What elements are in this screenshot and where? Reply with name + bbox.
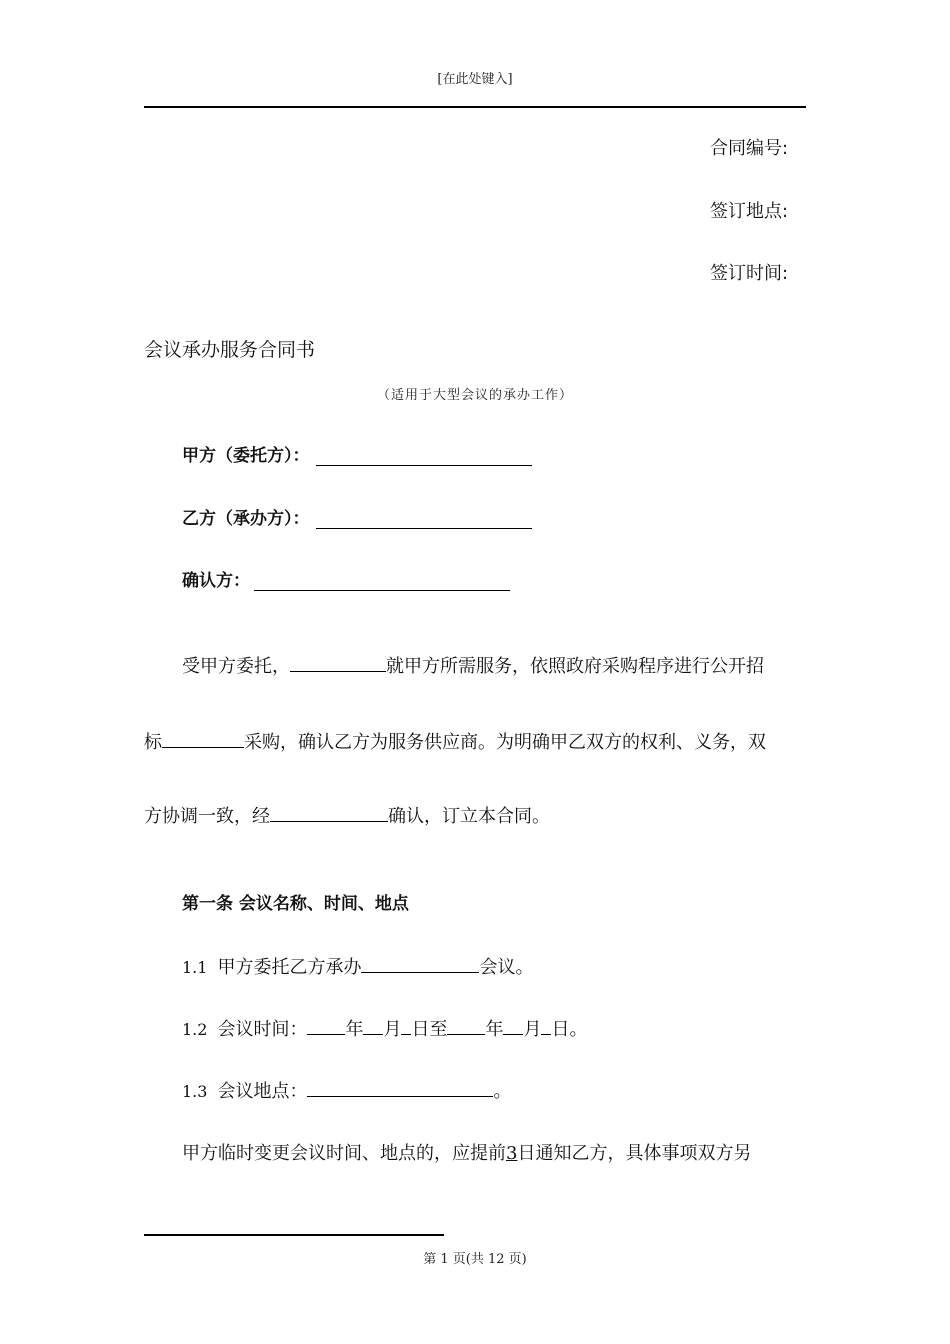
intro-text: 就甲方所需服务，依照政府采购程序进行公开招	[386, 656, 764, 677]
party-a-line	[182, 441, 532, 466]
clause-1-1	[182, 953, 533, 979]
intro-blank	[162, 729, 244, 748]
clause-text: 甲方临时变更会议时间、地点的，应提前	[182, 1143, 506, 1164]
venue-blank	[307, 1078, 493, 1097]
intro-text: 方协调一致，经	[144, 806, 270, 827]
clause-text: 。	[493, 1081, 512, 1102]
clause-text: 会议地点：	[217, 1081, 308, 1102]
party-b-blank	[316, 508, 532, 529]
intro-text: 确认，订立本合同。	[388, 806, 550, 827]
document-title: 会议承办服务合同书	[144, 339, 316, 361]
party-b-line	[182, 504, 532, 529]
clause-1-2	[182, 1015, 587, 1041]
header-rule	[144, 106, 806, 108]
page-footer: 第 1 页(共 12 页)	[423, 1252, 527, 1267]
article-1-heading: 第一条 会议名称、时间、地点	[182, 894, 409, 914]
clause-number: 1.2	[182, 1020, 208, 1039]
clause-text: 会议时间：	[217, 1019, 308, 1040]
sign-time-label: 签订时间:	[710, 263, 789, 284]
intro-line-3	[144, 802, 550, 828]
footer-rule	[144, 1234, 444, 1236]
confirmer-label: 确认方：	[182, 571, 250, 591]
intro-text: 受甲方委托，	[182, 656, 290, 677]
clause-text: 会议。	[479, 957, 534, 978]
change-notice-line	[182, 1139, 751, 1165]
year-blank	[307, 1016, 345, 1035]
contract-number-label: 合同编号:	[710, 138, 789, 159]
clause-text: 甲方委托乙方承办	[217, 957, 362, 978]
confirmer-blank	[254, 570, 510, 591]
month-blank	[363, 1016, 383, 1035]
day-blank	[401, 1016, 411, 1035]
year-label: 年	[345, 1019, 364, 1040]
confirmer-line	[182, 566, 510, 591]
sign-place-label: 签订地点:	[710, 201, 789, 222]
clause-number: 1.3	[182, 1082, 208, 1101]
intro-blank	[270, 803, 388, 822]
document-subtitle: （适用于大型会议的承办工作）	[376, 388, 573, 403]
clause-text: 日通知乙方，具体事项双方另	[517, 1143, 752, 1164]
intro-blank	[290, 653, 386, 672]
page-header: [在此处键入]	[437, 72, 513, 87]
party-a-label: 甲方（委托方）：	[182, 446, 310, 466]
month-blank	[503, 1016, 523, 1035]
year-label: 年	[485, 1019, 504, 1040]
meeting-name-blank	[361, 954, 479, 973]
intro-text: 标	[144, 732, 162, 753]
intro-line-2	[144, 728, 766, 754]
intro-line-1	[182, 652, 764, 678]
clause-number: 1.1	[182, 958, 208, 977]
year-blank	[447, 1016, 485, 1035]
intro-text: 采购，确认乙方为服务供应商。为明确甲乙双方的权利、义务，双	[244, 732, 766, 753]
party-a-blank	[316, 445, 532, 466]
notice-days: 3	[506, 1143, 518, 1164]
day-label: 日。	[551, 1019, 588, 1040]
day-blank	[541, 1016, 551, 1035]
month-label: 月	[383, 1019, 402, 1040]
day-label: 日至	[411, 1019, 448, 1040]
clause-1-3	[182, 1077, 511, 1103]
party-b-label: 乙方（承办方）：	[182, 509, 310, 529]
month-label: 月	[523, 1019, 542, 1040]
